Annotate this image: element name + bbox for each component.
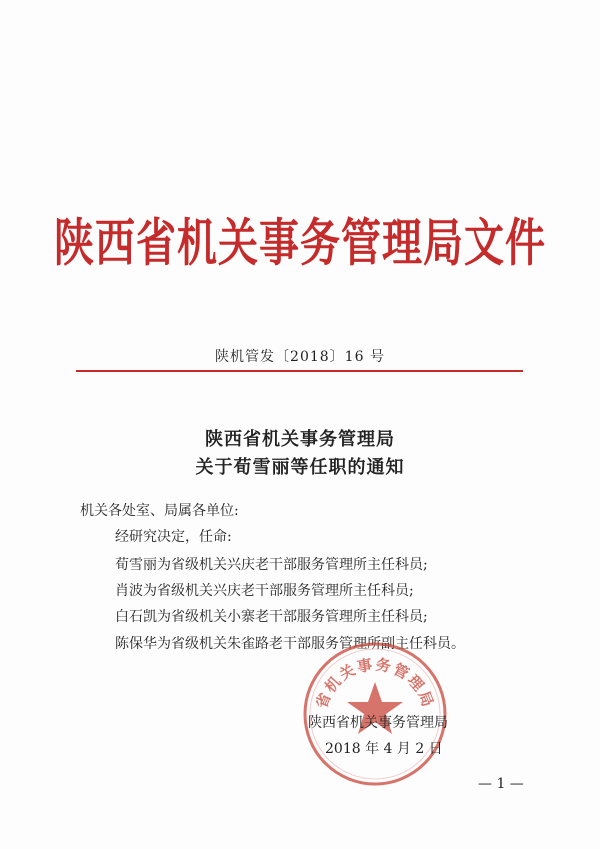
- body-line-appointment-2: 肖波为省级机关兴庆老干部服务管理所主任科员;: [115, 583, 414, 599]
- body-line-appointment-1: 荀雪丽为省级机关兴庆老干部服务管理所主任科员;: [115, 557, 428, 573]
- issue-date: 2018 年 4 月 2 日: [325, 741, 443, 757]
- body-line-appointment-3: 白石凯为省级机关小寨老干部服务管理所主任科员;: [115, 609, 428, 625]
- body-line-decision: 经研究决定，任命:: [115, 529, 232, 545]
- notice-title-line-1: 陕西省机关事务管理局: [205, 429, 395, 450]
- red-divider-line: [76, 370, 523, 372]
- body-line-appointment-4: 陈保华为省级机关朱雀路老干部服务管理所副主任科员。: [115, 636, 465, 652]
- issuer-name: 陕西省机关事务管理局: [308, 715, 448, 731]
- notice-title-line-2: 关于荀雪丽等任职的通知: [195, 457, 405, 478]
- seal-text: 省机关事务管理局: [312, 655, 438, 711]
- document-number: 陕机管发〔2018〕16 号: [215, 349, 385, 365]
- salutation: 机关各处室、局属各单位:: [80, 503, 239, 519]
- masthead-title: 陕西省机关事务管理局文件: [54, 213, 546, 274]
- page-number: — 1 —: [478, 776, 524, 792]
